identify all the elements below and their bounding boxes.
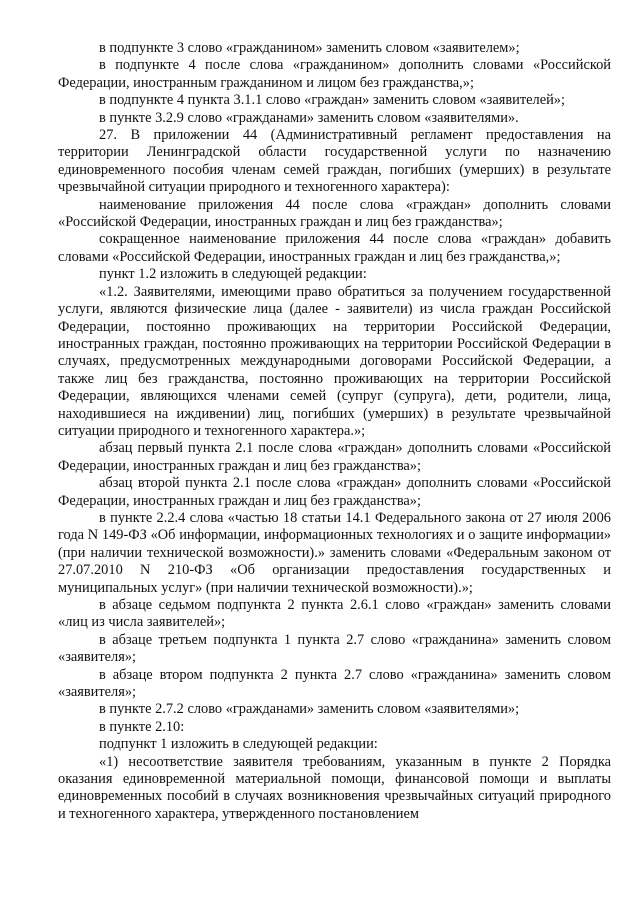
paragraph: пункт 1.2 изложить в следующей редакции: (99, 266, 367, 283)
paragraph: в пункте 2.2.4 слова «частью 18 статьи 14.1 Федерального закона от 27 июля 2006 года N 149-ФЗ «Об информации, информационных технологиях и о защите информации» (при наличии технической возможности).» заменить словами «Федеральным законом от 27.07.2010 N 210-ФЗ «Об организации предоставления государственных и муниципальных услуг» (при наличии технической возможности).»; (58, 509, 611, 596)
paragraph: абзац первый пункта 2.1 после слова «граждан» дополнить словами «Российской Федерации, иностранных граждан и лиц без гражданства»; (58, 440, 611, 474)
paragraph: подпункт 1 изложить в следующей редакции: (99, 736, 378, 753)
paragraph: 27. В приложении 44 (Административный регламент предоставления на территории Ленинградской области государственной услуги по назначению единовременного пособия членам семей граждан, погибших (умерших) в результате чрезвычайной ситуации природного и техногенного характера): (58, 127, 611, 196)
paragraph: в пункте 2.10: (99, 718, 185, 735)
paragraph: в абзаце третьем подпункта 1 пункта 2.7 слово «гражданина» заменить словом «заявителя»; (58, 631, 611, 666)
paragraph: наименование приложения 44 после слова «граждан» дополнить словами «Российской Федерации, иностранных граждан и лиц без гражданства»; (58, 196, 611, 231)
paragraph: в подпункте 4 после слова «гражданином» дополнить словами «Российской Федерации, иностранным гражданином и лицом без гражданства,»; (58, 57, 611, 91)
paragraph: в абзаце втором подпункта 2 пункта 2.7 слово «гражданина» заменить словом «заявителя»; (58, 666, 611, 701)
paragraph: в пункте 3.2.9 слово «гражданами» заменить словом «заявителями». (99, 109, 519, 126)
paragraph: в пункте 2.7.2 слово «гражданами» заменить словом «заявителями»; (99, 701, 520, 718)
paragraph: в подпункте 3 слово «гражданином» заменить словом «заявителем»; (99, 40, 520, 56)
document-body (58, 40, 611, 823)
paragraph: «1.2. Заявителями, имеющими право обратиться за получением государственной услуги, являются физические лица (далее - заявители) из числа граждан Российской Федерации, постоянно проживающих на территории Российской Федерации, иностранных граждан, постоянно проживающих на территории Российской Федерации в случаях, предусмотренных международными договорами Российской Федерации, а также лиц без гражданства, постоянно проживающих на территории Российской Федерации, являющихся членами семей (супруг (супруга), дети, родители, лица, находившиеся на иждивении) лиц, погибших (умерших) в результате чрезвычайной ситуации природного и техногенного характера.»; (58, 283, 611, 439)
paragraph: в абзаце седьмом подпункта 2 пункта 2.6.1 слово «граждан» заменить словами «лиц из числа заявителей»; (58, 597, 611, 631)
paragraph: абзац второй пункта 2.1 после слова «граждан» дополнить словами «Российской Федерации, иностранных граждан и лиц без гражданства»; (58, 475, 611, 509)
paragraph: в подпункте 4 пункта 3.1.1 слово «граждан» заменить словом «заявителей»; (99, 92, 565, 109)
paragraph: сокращенное наименование приложения 44 после слова «граждан» добавить словами «Российской Федерации, иностранных граждан и лиц без гражданства,»; (58, 231, 611, 265)
paragraph: «1) несоответствие заявителя требованиям, указанным в пункте 2 Порядка оказания единовременной материальной помощи, финансовой помощи и выплаты единовременных пособий в случаях возникновения чрезвычайных ситуаций природного и техногенного характера, утвержденного постановлением (58, 753, 611, 822)
